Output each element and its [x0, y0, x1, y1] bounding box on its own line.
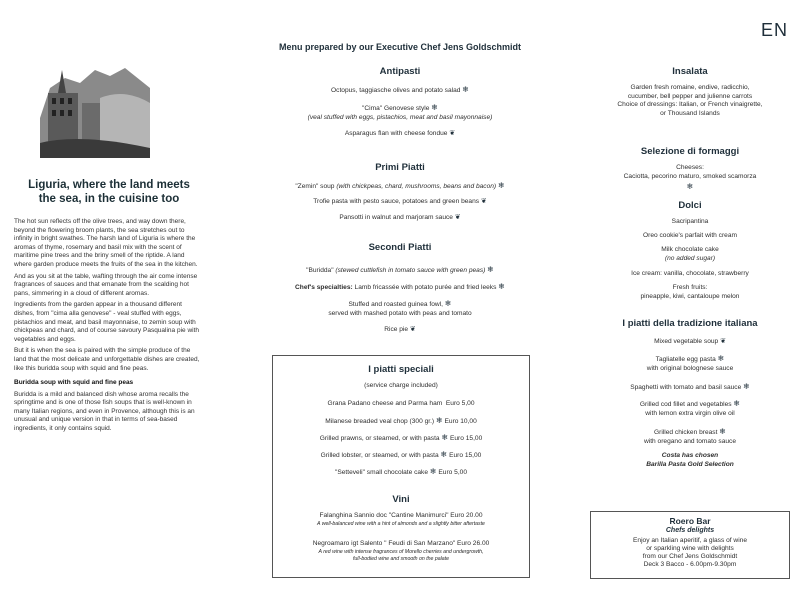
snowflake-icon: ❄	[497, 181, 505, 190]
wine-desc: A red wine with intense fragrances of Morello cherries and undergrowth,	[318, 549, 484, 555]
tradizione-item	[585, 355, 795, 373]
left-paragraph: And as you sit at the table, wafting through the air come intense fragrances of sauces and that emanate from the scalding hot pans, simmering in a cloud of different aromas.	[14, 272, 198, 297]
tradizione-item-text: with oregano and tomato sauce	[643, 437, 736, 445]
language-badge: EN	[760, 20, 788, 40]
primi-title: Primi Piatti	[375, 162, 425, 173]
insalata-text	[585, 84, 795, 118]
secondi-item-text: served with mashed potato with peas and tomato	[328, 309, 472, 317]
snowflake-icon: ❄	[487, 265, 494, 274]
wine-desc: full-bodied wine and smooth on the palate	[352, 556, 450, 562]
roero-bar-title: Roero Bar	[669, 516, 711, 526]
special-item-name: "Setteveli" small chocolate cake	[335, 469, 429, 476]
antipasti-item-text: Octopus, taggiasche olives and potato salad	[331, 87, 461, 94]
wine-name: Negroamaro igt Salento " Feudi di San Marzano" Euro 26.00	[312, 540, 490, 547]
primi-item	[250, 182, 550, 192]
dolci-item: Ice cream: vanilla, chocolate, strawberry	[631, 270, 749, 277]
wine-desc: A well-balanced wine with a hint of almonds and a slightly bitter aftertaste	[317, 521, 485, 527]
antipasti-item-desc: (veal stuffed with eggs, pistachios, meat and basil mayonnaise)	[307, 113, 493, 121]
primi-item	[250, 214, 550, 223]
roero-bar-text	[591, 537, 789, 569]
tradizione-item	[585, 383, 795, 393]
special-item	[273, 451, 529, 461]
primi-item	[250, 198, 550, 207]
left-column	[0, 0, 210, 600]
left-title	[14, 178, 204, 206]
left-title-line1: Liguria, where the land meets	[28, 179, 190, 191]
special-item-name: Grana Padano cheese and Parma ham	[327, 400, 443, 407]
insalata-line: Choice of dressings: Italian, or French vinaigrette,	[617, 101, 763, 108]
costa-note-line: Barilla Pasta Gold Selection	[646, 460, 734, 468]
special-item	[273, 400, 529, 409]
left-paragraph: Ingredients from the garden appear in a thousand different dishes, from "cima alla genovese" - veal stuffed with eggs, pistachios and meat, and basil mayonnaise, to zemin soup with chickpeas and chard, and of course savoury Pasqualina pie with vegetables and eggs.	[14, 301, 199, 343]
tradizione-item	[585, 338, 795, 347]
buridda-subheading: Buridda soup with squid and fine peas	[14, 379, 134, 387]
specials-box	[272, 355, 530, 578]
costa-note	[585, 452, 795, 469]
left-title-line2: the sea, in the cuisine too	[38, 193, 180, 205]
costa-note-line: Costa has chosen	[661, 452, 719, 459]
secondi-item-desc: (stewed cuttlefish in tomato sauce with green peas)	[335, 267, 486, 274]
tradizione-item-text: with lemon extra virgin olive oil	[645, 409, 735, 417]
leaf-icon: ❦	[409, 326, 416, 333]
tradizione-item-text: Tagliatelle egg pasta	[655, 356, 716, 363]
insalata-line: cucumber, bell pepper and julienne carrots	[627, 92, 753, 100]
snowflake-icon: ❄	[733, 399, 741, 408]
snowflake-icon: ❄	[719, 427, 726, 436]
special-item-name: Milanese breaded veal chop (300 gr.)	[325, 418, 435, 425]
snowflake-icon: ❄	[743, 382, 750, 391]
insalata-line: Garden fresh romaine, endive, radicchio,	[630, 84, 750, 91]
specials-note: (service charge included)	[364, 382, 438, 389]
secondi-item	[250, 266, 550, 276]
village-photo	[40, 58, 150, 158]
secondi-item	[250, 300, 550, 318]
left-paragraph: But it is when the sea is paired with the simple produce of the land that the most delicate and unforgettable dishes are created, like this buridda soup with squid and fine peas.	[14, 347, 200, 372]
snowflake-icon: ❄	[444, 299, 452, 308]
special-item-price: Euro 10,00	[444, 418, 477, 425]
insalata-title: Insalata	[672, 66, 708, 77]
dolci-item	[585, 284, 795, 301]
secondi-title: Secondi Piatti	[368, 242, 432, 253]
vini-title: Vini	[392, 494, 410, 505]
antipasti-item	[250, 130, 550, 139]
dolci-item: Sacripantina	[671, 218, 709, 225]
right-column	[585, 0, 795, 600]
left-paragraph: The hot sun reflects off the olive trees, and way down there, beyond the flowering broom plants, the sea stretches out to infinity in bright swathes. The harsh land of Liguria is where the aromas of thyme, rosemary and basil mix with the scent of maritime pine trees and the briny smell of the riptide. A land where garden produce meets the fruits of the sea in the kitchen.	[14, 218, 198, 268]
buridda-paragraph: Buridda is a mild and balanced dish whose aroma recalls the springtime and is one of those fish soups that is well-known in many Italian regions, and even in Provence, although this is an unusual and unique version in that in terms of sea-based ingredients, it only contains squid.	[14, 390, 195, 433]
dolci-item-text: Fresh fruits:	[672, 284, 708, 291]
tradizione-item-text: Mixed vegetable soup	[654, 338, 719, 345]
tradizione-item-text: Grilled chicken breast	[654, 429, 718, 436]
snowflake-icon: ❄	[440, 450, 448, 459]
snowflake-icon: ❄	[441, 433, 449, 442]
snowflake-icon: ❄	[498, 282, 505, 291]
chef-specialties-label: Chef's specialties:	[295, 284, 353, 291]
dolci-item-text: Milk chocolate cake	[661, 246, 719, 253]
primi-item-text: Pansotti in walnut and marjoram sauce	[339, 214, 453, 221]
leaf-icon: ❦	[480, 198, 487, 205]
tradizione-item-text: with original bolognese sauce	[646, 364, 734, 372]
dolci-item: Oreo cookie's parfait with cream	[643, 232, 737, 239]
special-item-name: Grilled lobster, or steamed, or with pasta	[320, 452, 439, 459]
special-item-price: Euro 5,00	[445, 400, 475, 407]
antipasti-item-text: Asparagus flan with cheese fondue	[344, 130, 448, 137]
leaf-icon: ❦	[449, 130, 456, 137]
leaf-icon: ❦	[454, 214, 461, 221]
formaggi-line: Caciotta, pecorino maturo, smoked scamorza	[623, 172, 757, 180]
dolci-title: Dolci	[678, 200, 702, 211]
secondi-item-text: Stuffed and roasted guinea fowl,	[348, 301, 443, 308]
leaf-icon: ❦	[720, 338, 726, 345]
formaggi-title: Selezione di formaggi	[640, 146, 740, 157]
tradizione-title: I piatti della tradizione italiana	[622, 318, 758, 329]
tradizione-item-text: Spaghetti with tomato and basil sauce	[630, 384, 742, 391]
special-item	[273, 417, 529, 427]
antipasti-item	[250, 104, 550, 122]
antipasti-title: Antipasti	[379, 66, 421, 77]
primi-item-text: "Zemin" soup	[295, 183, 335, 190]
tradizione-item	[585, 428, 795, 446]
dolci-item-desc: pineapple, kiwi, cantaloupe melon	[640, 292, 740, 300]
menu-header: Menu prepared by our Executive Chef Jens Goldschmidt	[278, 42, 522, 52]
insalata-line: or Thousand Islands	[660, 109, 720, 117]
special-item-name: Grilled prawns, or steamed, or with pasta	[319, 435, 440, 442]
left-body	[14, 218, 200, 437]
special-item	[273, 468, 529, 478]
wine-name: Falanghina Sannio doc "Cantine Manimurci" Euro 20.00	[319, 512, 483, 519]
roero-bar-subtitle: Chefs delights	[665, 527, 715, 534]
secondi-item-text: Rice pie	[384, 326, 409, 333]
special-item-price: Euro 15,00	[449, 435, 483, 442]
tradizione-item	[585, 400, 795, 418]
antipasti-item-text: "Cima" Genovese style	[362, 105, 430, 112]
roero-bar-line: Deck 3 Bacco - 6.00pm-9.30pm	[643, 561, 737, 568]
middle-column	[250, 0, 550, 600]
dolci-item-note: (no added sugar)	[664, 254, 716, 262]
snowflake-icon: ❄	[462, 85, 469, 94]
primi-item-text: Trofie pasta with pesto sauce, potatoes and green beans	[313, 198, 480, 205]
special-item-price: Euro 15,00	[449, 452, 482, 459]
snowflake-icon: ❄	[431, 103, 438, 112]
snowflake-icon: ❄	[686, 182, 694, 191]
secondi-item	[250, 326, 550, 335]
dolci-item	[585, 246, 795, 263]
roero-bar-line: or sparkling wine with delights	[646, 545, 734, 552]
snowflake-icon: ❄	[429, 467, 437, 476]
antipasti-item	[250, 86, 550, 96]
snowflake-icon: ❄	[435, 416, 443, 425]
secondi-item-text: Lamb fricassée with potato purée and fried leeks	[354, 284, 497, 291]
primi-item-desc: (with chickpeas, chard, mushrooms, beans and bacon)	[336, 183, 497, 190]
formaggi-line: Cheeses:	[676, 164, 704, 171]
roero-bar-line: from our Chef Jens Goldschmidt	[642, 553, 738, 560]
special-item-price: Euro 5,00	[438, 469, 467, 476]
specials-title: I piatti speciali	[368, 364, 434, 375]
special-item	[273, 434, 529, 444]
roero-bar-line: Enjoy an Italian aperitif, a glass of wine	[633, 537, 747, 544]
formaggi-text	[585, 164, 795, 181]
roero-bar-box	[590, 511, 790, 579]
snowflake-icon: ❄	[717, 354, 725, 363]
secondi-item-text: "Buridda"	[306, 267, 334, 274]
tradizione-item-text: Grilled cod fillet and vegetables	[639, 401, 732, 408]
secondi-item	[250, 283, 550, 293]
